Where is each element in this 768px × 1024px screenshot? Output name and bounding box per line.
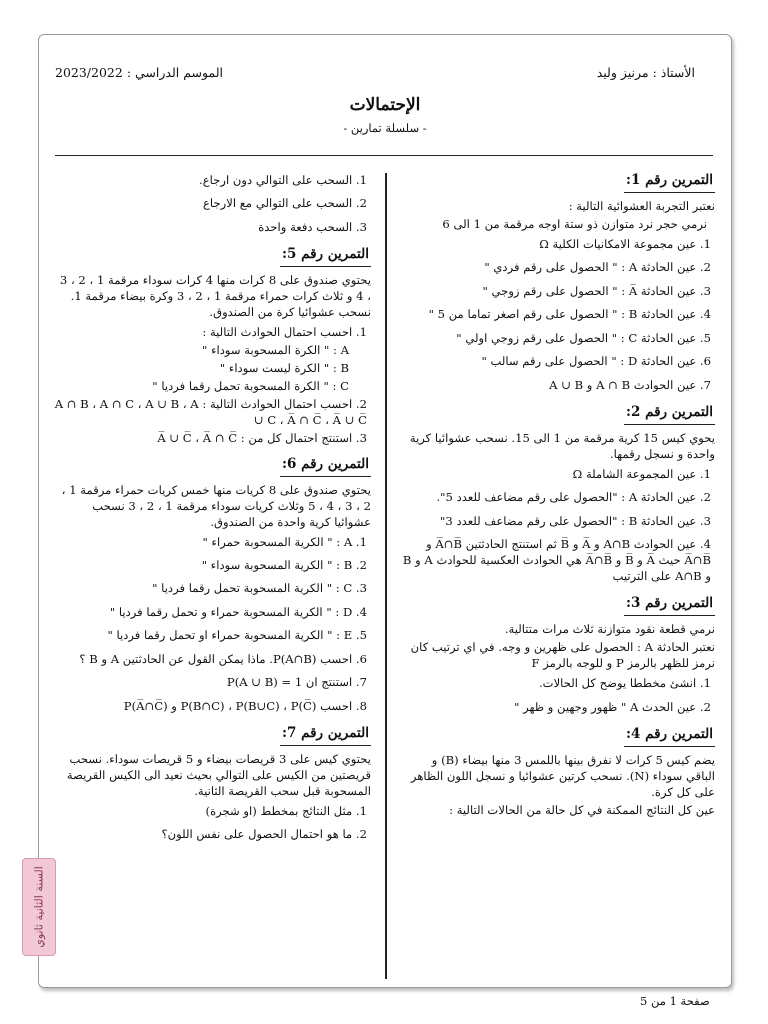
question-item: 1. انشئ مخططا يوضح كل الحالات.: [538, 676, 711, 691]
question-item: 1. مثل النتائج بمخطط (او شجرة): [205, 803, 367, 818]
question-item: 2. B : " الكرية المسحوبة سوداء ": [201, 557, 367, 572]
question-item: 6. عين الحادثة D : " الحصول على رقم سالب ": [481, 354, 711, 369]
right-column: [401, 169, 715, 981]
question-list: [53, 173, 371, 236]
question-item: 3. عين الحادثة B : "الحصول على رقم مضاعف للعدد 3": [440, 513, 711, 528]
school-season: الموسم الدراسي : 2023/2022: [55, 65, 223, 80]
question-item: 2. ما هو احتمال الحصول على نفس اللون؟: [161, 827, 367, 842]
exercise-intro: عين كل النتائج الممكنة في كل حالة من الحالات التالية :: [449, 802, 715, 817]
question-item: 2. عين الحادثة A : " الحصول على رقم فردي ": [484, 260, 711, 275]
exercise-intro: يحتوي صندوق على 8 كرات منها 4 كرات سوداء مرقمة 1 ، 2 ، 3 ، 4 و ثلاث كرات حمراء مرقمة 1 ، 2 ، 3 وكرة بيضاء مرقمة 1. نسحب عشوائيا كرة من الصندوق.: [59, 273, 371, 320]
exercise-intro: نعتبر الحادثة A : الحصول على ظهرين و وجه. في اي ترتيب كان نرمز للظهر بالرمز P و للوجه بالرمز F: [410, 640, 715, 671]
page-title: الإحتمالات: [349, 95, 421, 115]
question-list: [401, 676, 715, 715]
question-list: [53, 535, 371, 715]
exercise-title: التمرين رقم 3:: [624, 594, 715, 616]
exercise-intro: يحتوي صندوق على 8 كريات منها خمس كريات حمراء مرقمة 1 ، 2 ، 3 ، 4 ، 5 وثلاث كريات سوداء مرقمة 1 ، 2 ، 3 نسحب عشوائيا كرية واحدة من الصندوق.: [61, 482, 371, 529]
question-item: 3. السحب دفعة واحدة: [258, 219, 367, 234]
question-item: 5. E : " الكرية المسحوبة حمراء او تحمل رقما فرديا ": [107, 628, 367, 643]
question-item: 3. عين الحادثة A̅ : " الحصول على رقم زوجي ": [482, 283, 711, 298]
question-list: [401, 237, 715, 394]
exercise-intro: يضم كيس 5 كرات لا نفرق بينها باللمس 3 منها بيضاء (B) و الباقي سوداء (N). نسحب كرتين عشوائيا و نسجل اللون الظاهر على كل كرة.: [410, 752, 715, 799]
exercise-4: [401, 723, 715, 819]
question-item: 4. عين الحوادث A∩B و A̅ و B̅ ثم استنتج الحادثتين A̅∩B̅ و A̅∩B̅ حيث A̅ و B̅ و A̅∩B̅ هي الحوادث العكسية للحوادث A و B و A∩B على الترتيب: [402, 537, 711, 583]
exercise-1: [401, 169, 715, 393]
question-item: 8. احسب P(B∩C) ، P(B∪C) ، P(C̅) و P(A̅∩C̅): [123, 698, 367, 713]
question-item: 2. السحب على التوالي مع الارجاع: [203, 196, 367, 211]
question-item: 2. عين الحادثة A : "الحصول على رقم مضاعف للعدد 5".: [436, 490, 711, 505]
question-item: 2. عين الحدث A " ظهور وجهين و ظهر ": [514, 699, 711, 714]
column-divider: [385, 173, 387, 979]
question-item: 7. عين الحوادث A ∩ B و A ∪ B: [549, 377, 711, 392]
exercise-6: [53, 453, 371, 715]
question-item: 3. استنتج احتمال كل من : A̅ ∪ C̅ ، A̅ ∩ C̅: [157, 430, 367, 445]
exercise-7: [53, 722, 371, 843]
question-item: 5. عين الحادثة C : " الحصول على رقم زوجي اولي ": [456, 330, 711, 345]
left-column: [53, 169, 371, 981]
exercise-title: التمرين رقم 4:: [624, 725, 715, 747]
header-divider: [55, 155, 713, 156]
exercise-title: التمرين رقم 6:: [280, 455, 371, 477]
teacher-name: الأستاذ : مرنيز وليد: [596, 65, 695, 80]
grade-level-tab: [22, 858, 56, 956]
question-list: [401, 467, 715, 585]
exercise-title: التمرين رقم 7:: [280, 724, 371, 746]
exercise-5: [53, 243, 371, 446]
question-item: 4. D : " الكرية المسحوبة حمراء و تحمل رقما فرديا ": [109, 604, 367, 619]
question-item: B : " الكرة ليست سوداء ": [219, 361, 349, 375]
exercise-intro: نرمي حجر نرد متوازن ذو ستة اوجه مرقمة من 1 الى 6: [442, 216, 707, 231]
exercise-title: التمرين رقم 1:: [624, 171, 715, 193]
exercise-intro: نرمي قطعة نقود متوازنة ثلاث مرات متتالية.: [504, 622, 715, 637]
exercise-title: التمرين رقم 5:: [280, 245, 371, 267]
exercise-intro: نعتبر التجربة العشوائية التالية :: [568, 198, 715, 213]
question-item: 1. عين مجموعة الامكانيات الكلية Ω: [539, 236, 711, 251]
exercise-2: [401, 401, 715, 585]
question-list: [53, 325, 371, 447]
question-item: 7. استنتج ان P(A ∪ B) = 1: [226, 675, 367, 690]
exercise-intro: يحوي كيس 15 كرية مرقمة من 1 الى 15. نسحب عشوائيا كرية واحدة و نسجل رقمها.: [409, 430, 715, 461]
question-item: 1. A : " الكرية المسحوبة حمراء ": [202, 534, 367, 549]
exercise-3: [401, 592, 715, 715]
question-item: 6. احسب P(A∩B). ماذا يمكن القول عن الحادثتين A و B ؟: [79, 651, 367, 666]
question-item: A : " الكرة المسحوبة سوداء ": [202, 343, 349, 358]
question-item: 1. احسب احتمال الحوادث التالية :: [202, 325, 367, 340]
question-item: 2. احسب احتمال الحوادث التالية : A ∩ B ، A ∩ C ، A ∪ B ، A ∪ C ، A̅ ∩ C̅ ، A̅ ∪ C̅: [54, 396, 367, 427]
question-item: 4. عين الحادثة B : " الحصول على رقم اصغر تماما من 5 ": [428, 307, 711, 322]
question-item: C : " الكرة المسحوبة تحمل رقما فرديا ": [152, 378, 349, 393]
exercise-intro: يحتوي كيس على 3 قريصات بيضاء و 5 قريصات سوداء. نسحب قريصتين من الكيس على التوالي بحيث نعيد الى الكيس القريصة المسحوبة قبل سحب القريصة الثانية.: [66, 752, 371, 798]
question-item: 1. السحب على التوالي دون ارجاع.: [199, 173, 367, 187]
question-item: 1. عين المجموعة الشاملة Ω: [572, 466, 711, 481]
page-subtitle: - سلسلة تمارين -: [343, 121, 427, 135]
grade-level-label: السنة الثانية ثانوي: [32, 866, 46, 948]
page-frame: [38, 34, 732, 988]
question-item: 3. C : " الكرية المسحوبة تحمل رقما فرديا ": [152, 581, 367, 596]
page-number: صفحة 1 من 5: [640, 994, 710, 1008]
exercise-title: التمرين رقم 2:: [624, 403, 715, 425]
question-list: [53, 804, 371, 843]
